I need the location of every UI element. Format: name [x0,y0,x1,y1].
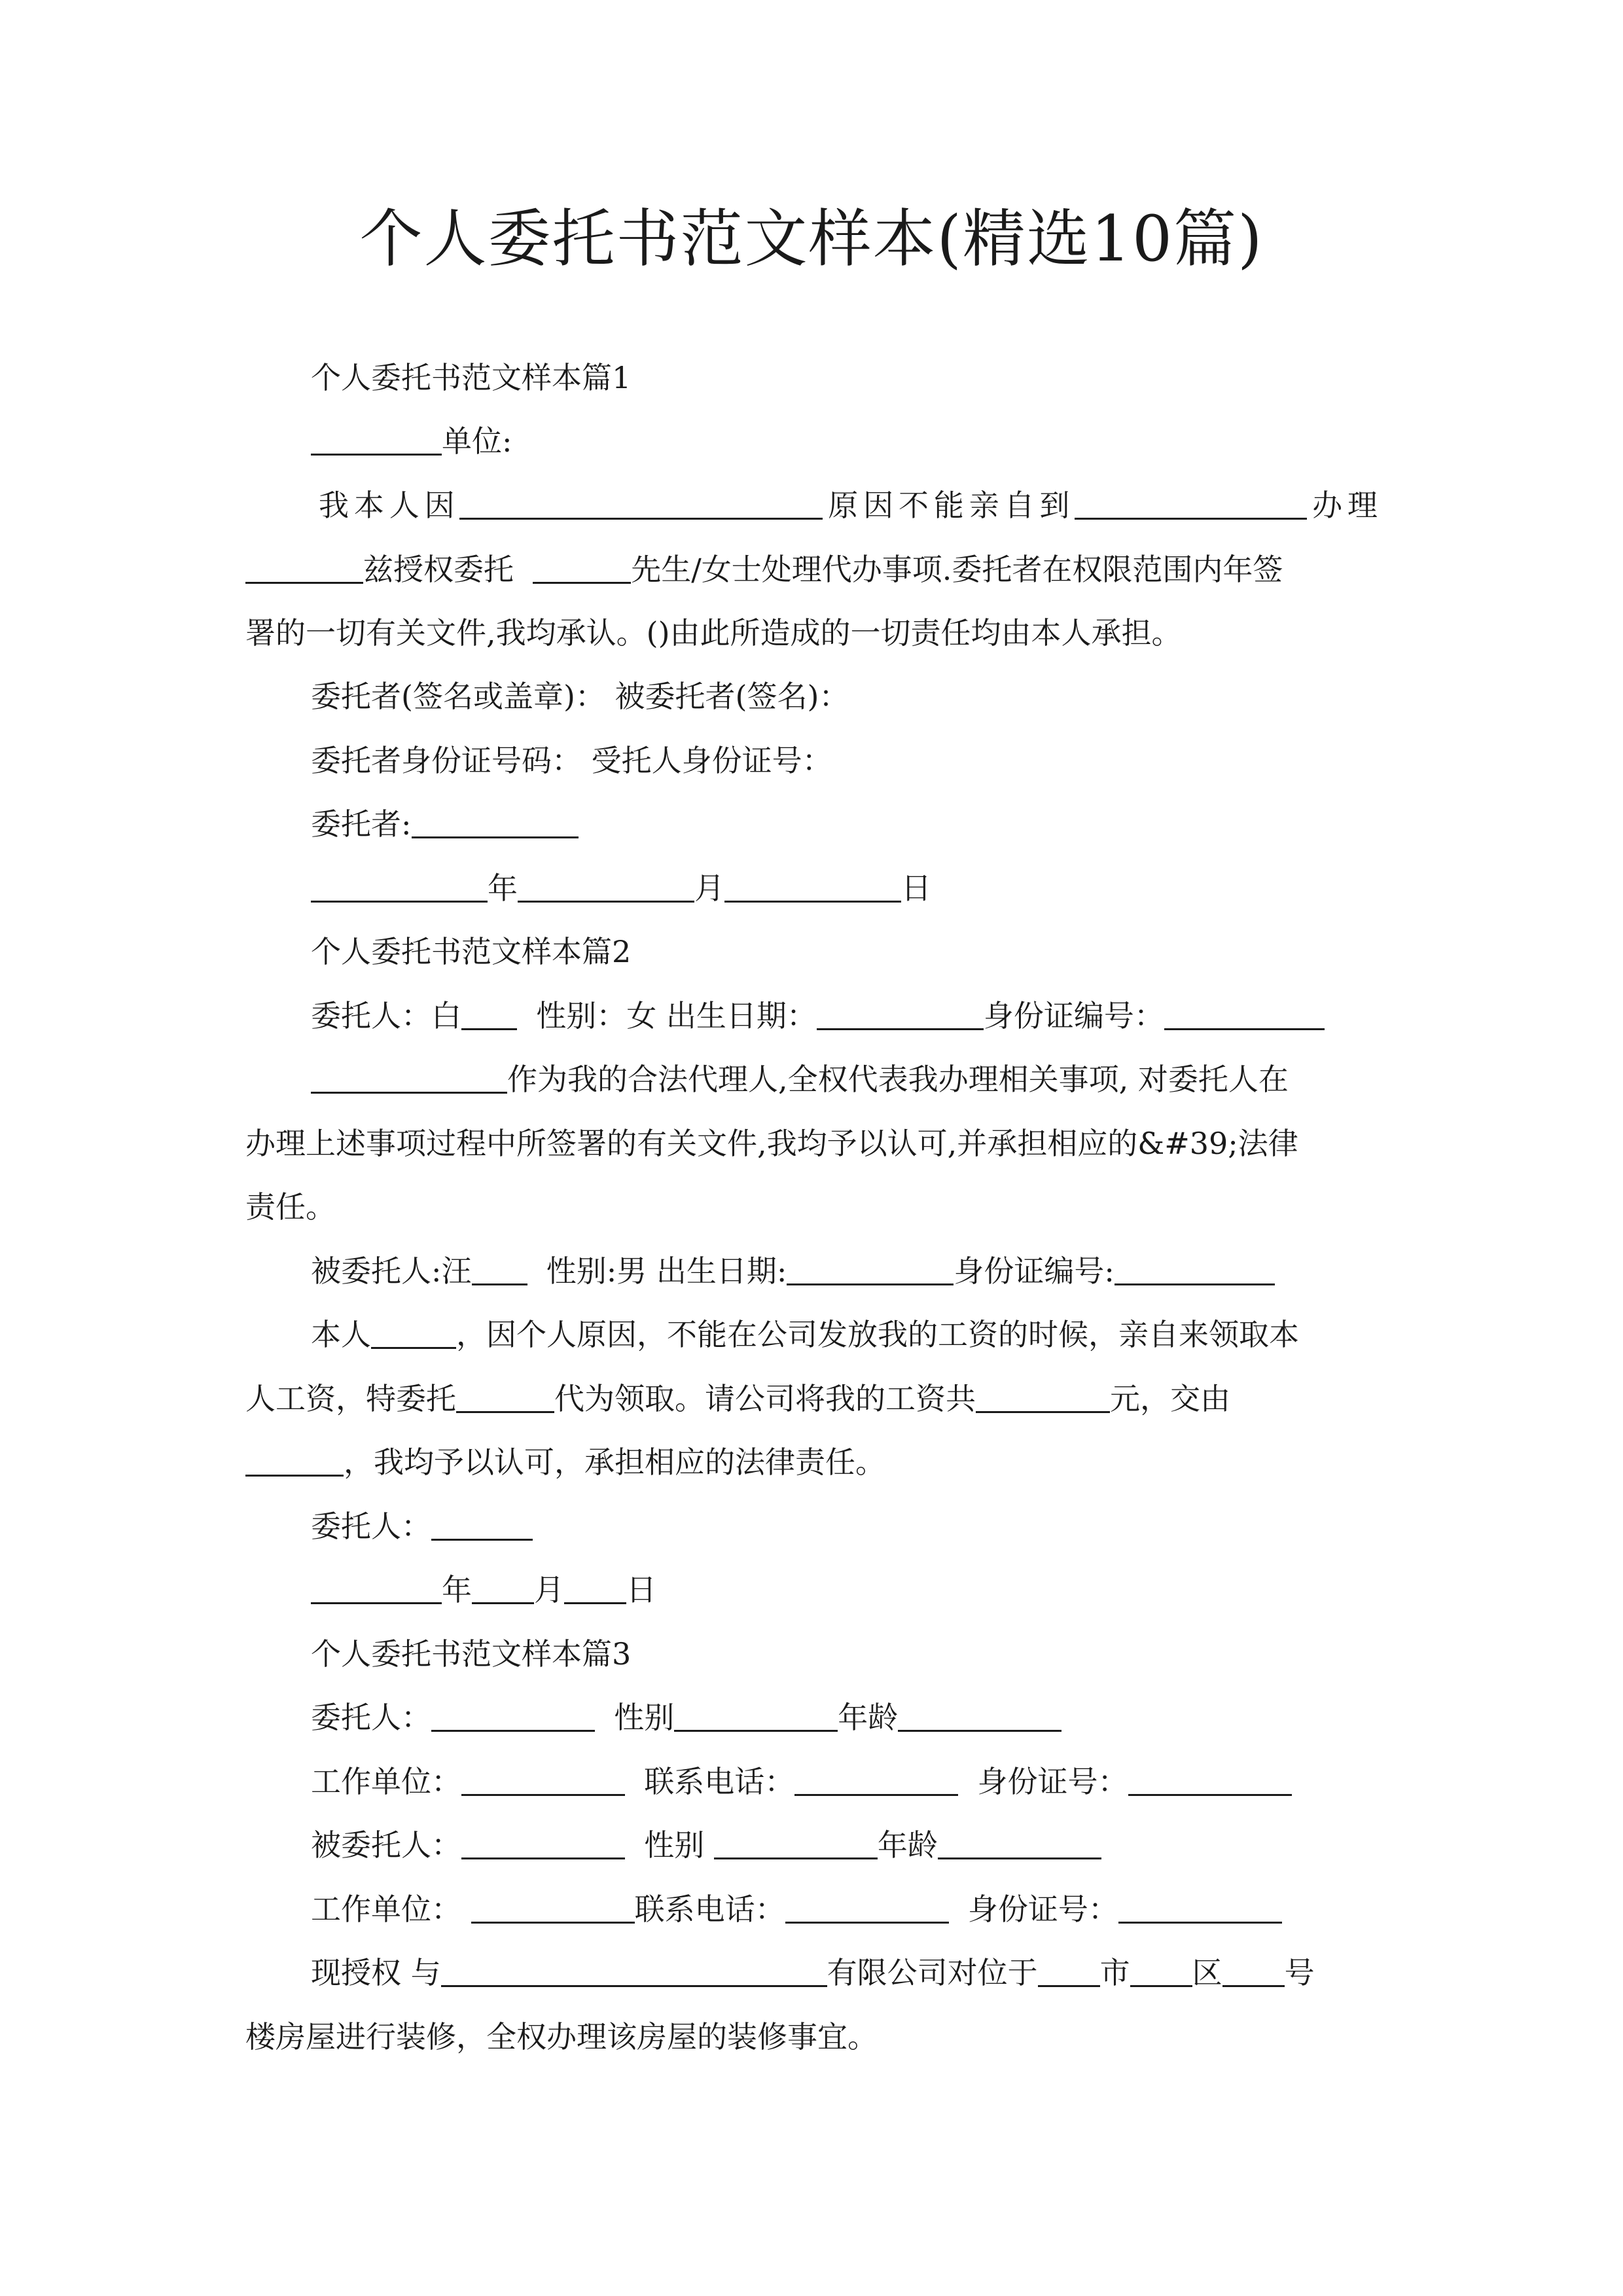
blank-field [471,1892,635,1924]
blank-field [472,1572,534,1604]
agent-work-line: 工作单位： 联系电话： 身份证号： [311,1888,1282,1930]
blank-field [245,552,363,584]
blank-field [431,1509,533,1541]
blank-field [533,552,631,584]
blank-field [1128,1764,1292,1796]
principal-work-line: 工作单位： 联系电话： 身份证号： [311,1761,1292,1803]
blank-field [459,488,823,520]
paragraph-line: 署的一切有关文件,我均承认。()由此所造成的一切责任均由本人承担。 [245,615,1182,651]
principal-info-line: 委托人： 性别 年龄 [311,1696,1061,1738]
blank-field [1164,998,1325,1030]
blank-field [938,1827,1101,1859]
paragraph-line: 办理上述事项过程中所签署的有关文件,我均予以认可,并承担相应的&#39;法律 [245,1126,1298,1161]
principal-line: 委托人： [311,1505,533,1547]
paragraph-line: 楼房屋进行装修，全权办理该房屋的装修事宜。 [245,2019,878,2054]
blank-field [976,1381,1110,1413]
blank-field [461,1764,625,1796]
date-line: 年 月 日 [311,867,931,909]
blank-field [794,1764,958,1796]
blank-field [1130,1955,1192,1987]
section-3-heading: 个人委托书范文样本篇3 [311,1636,632,1672]
blank-field [817,998,984,1030]
section-2-heading: 个人委托书范文样本篇2 [311,934,632,969]
blank-field [724,870,901,903]
paragraph-line: 责任。 [245,1189,336,1225]
signature-line: 委托者(签名或盖章)： 被委托者(签名)： [311,679,849,714]
blank-field [245,1444,344,1477]
section-1-heading: 个人委托书范文样本篇1 [311,360,632,395]
blank-field [412,806,579,838]
blank-field [456,1381,554,1413]
id-number-line: 委托者身份证号码： 受托人身份证号： [311,743,832,778]
blank-field [1115,1253,1275,1285]
blank-field [785,1892,949,1924]
blank-field [1075,488,1307,520]
blank-field [472,1253,527,1285]
authorization-line: 现授权 与 有限公司对位于 市 区 号 [311,1955,1315,1990]
blank-field [311,1062,507,1094]
blank-field [1118,1892,1282,1924]
blank-field [461,1827,625,1859]
date-line: 年 月 日 [311,1569,656,1611]
paragraph-line: 本人 ，因个人原因，不能在公司发放我的工资的时候，亲自来领取本 [311,1317,1299,1352]
blank-field [564,1572,626,1604]
blank-field [431,1700,595,1732]
paragraph-line: 兹授权委托 先生/女士处理代办事项.委托者在权限范围内年签 [245,548,1283,590]
blank-field [1038,1955,1100,1987]
paragraph-line: ，我均予以认可，承担相应的法律责任。 [245,1441,885,1483]
blank-field [311,870,488,903]
blank-field [371,1317,456,1349]
blank-field [674,1700,838,1732]
blank-field [311,423,442,456]
blank-field [461,998,517,1030]
blank-field [518,870,694,903]
blank-field [1222,1955,1285,1987]
blank-field [714,1827,878,1859]
principal-info-line: 委托人：白 性别：女 出生日期： 身份证编号： [311,995,1325,1037]
agent-info-line: 被委托人： 性别 年龄 [311,1824,1101,1866]
principal-line: 委托者: [311,803,579,845]
paragraph-line: 作为我的合法代理人,全权代表我办理相关事项, 对委托人在 [311,1058,1289,1100]
blank-field [311,1572,442,1604]
blank-field [787,1253,954,1285]
unit-line: 单位: [311,420,512,462]
blank-field [898,1700,1061,1732]
blank-field [441,1955,827,1987]
agent-info-line: 被委托人:汪 性别:男 出生日期: 身份证编号: [311,1250,1275,1292]
paragraph-line: 人工资，特委托 代为领取。请公司将我的工资共 元，交由 [245,1381,1230,1416]
paragraph-line: 我本人因 原因不能亲自到 办理 [319,488,1378,523]
document-title: 个人委托书范文样本(精选10篇) [359,202,1264,276]
